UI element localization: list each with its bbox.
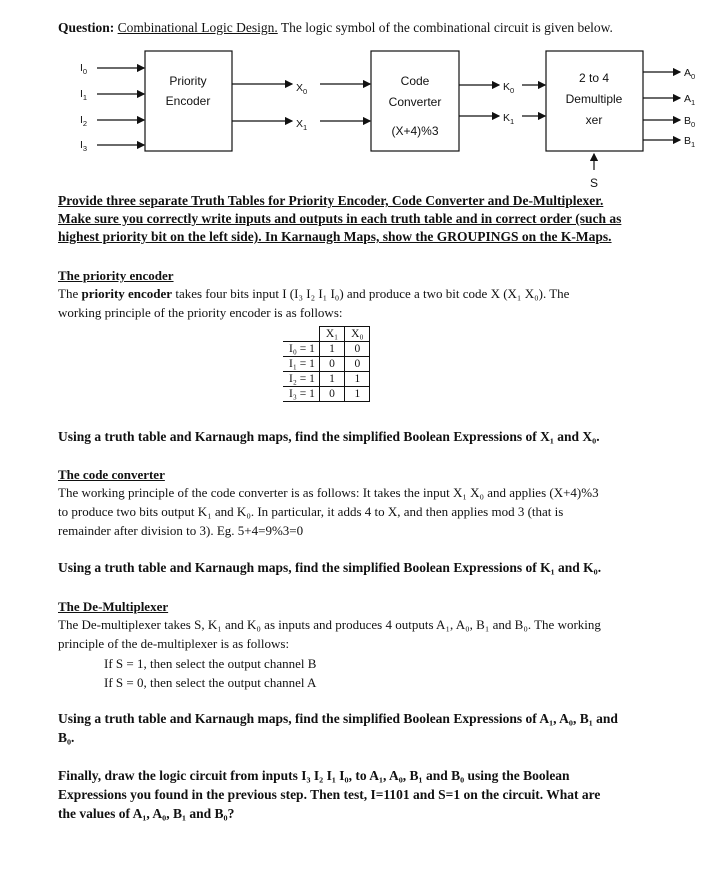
priority-table: [283, 326, 370, 402]
priority-task: Using a truth table and Karnaugh maps, find the simplified Boolean Expressions of X₁ and X₀.: [58, 429, 600, 444]
input-label-i1: $I_1$: [80, 88, 88, 102]
code-block-line2: Converter: [388, 95, 442, 109]
instruction-line-1: Provide three separate Truth Tables for Priority Encoder, Code Converter and De-Multiplexer.: [58, 193, 604, 208]
cell-x1: 0: [319, 357, 344, 372]
priority-line1-bold: priority encoder: [81, 286, 173, 301]
table-row: [283, 387, 370, 402]
cell-x0: 1: [345, 372, 370, 387]
demux-heading: The De-Multiplexer: [58, 599, 169, 614]
demux-block-line1: 2 to 4: [578, 71, 610, 85]
priority-block-line2: Encoder: [165, 94, 211, 108]
table-row: [283, 342, 370, 357]
question-text: The logic symbol of the combinational circuit is given below.: [277, 20, 613, 35]
demux-line-1: The De-multiplexer takes S, K₁ and K₀ as inputs and produces 4 outputs A₁, A₀, B₁ and B₀. The working: [58, 617, 601, 632]
demux-rule-1: If S = 1, then select the output channel B: [104, 656, 317, 671]
cell-x0: 1: [345, 387, 370, 402]
output-label-a0: $A_0$: [684, 67, 696, 81]
table-row: [283, 372, 370, 387]
input-label-i2: $I_2$: [80, 114, 88, 128]
final-line-2: Expressions you found in the previous step. Then test, I=1101 and S=1 on the circuit. What are: [58, 787, 601, 802]
row-label: I₃ = 1: [283, 387, 319, 402]
demux-task-line-2: B₀.: [58, 730, 75, 745]
priority-line-2: working principle of the priority encoder is as follows:: [58, 305, 343, 320]
question-topic: Combinational Logic Design.: [117, 20, 278, 35]
demux-rule-2: If S = 0, then select the output channel A: [104, 675, 317, 690]
code-block-line3: (X+4)%3: [391, 124, 439, 138]
priority-heading: The priority encoder: [58, 268, 174, 283]
cell-x1: 1: [319, 372, 344, 387]
priority-header-x0: X₀: [345, 327, 370, 342]
converter-heading: The code converter: [58, 467, 165, 482]
final-line-3: the values of A₁, A₀, B₁ and B₀?: [58, 806, 235, 821]
code-block-line1: Code: [400, 74, 430, 88]
row-label: I₂ = 1: [283, 372, 319, 387]
converter-line-3: remainder after division to 3). Eg. 5+4=9%3=0: [58, 523, 304, 538]
question-label: Question:: [58, 20, 115, 35]
signal-label-k1: $K_1$: [503, 112, 515, 126]
output-label-a1: $A_1$: [684, 93, 696, 107]
priority-header-x1: X₁: [319, 327, 344, 342]
priority-line1-post: takes four bits input I (I₃ I₂ I₁ I₀) and produce a two bit code X (X₁ X₀). The: [172, 286, 570, 301]
converter-line-1: The working principle of the code converter is as follows: It takes the input X₁ X₀ and applies (X+4)%3: [58, 485, 599, 500]
output-label-b0: $B_0$: [684, 115, 696, 129]
row-label: I₀ = 1: [283, 342, 319, 357]
demux-task-line-1: Using a truth table and Karnaugh maps, find the simplified Boolean Expressions of A₁, A₀, B₁ and: [58, 711, 618, 726]
demux-block-line2: Demultiple: [565, 92, 623, 106]
input-label-i3: $I_3$: [80, 139, 88, 153]
priority-line1-pre: The: [58, 286, 82, 301]
logic-symbol-diagram: [0, 0, 710, 200]
instruction-line-3: highest priority bit on the left side). In Karnaugh Maps, show the GROUPINGS on the K-Maps.: [58, 229, 612, 244]
cell-x1: 1: [319, 342, 344, 357]
instruction-line-2: Make sure you correctly write inputs and outputs in each truth table and in correct order (such as: [58, 211, 622, 226]
output-label-b1: $B_1$: [684, 135, 696, 149]
cell-x0: 0: [345, 342, 370, 357]
priority-block-line1: Priority: [169, 74, 207, 88]
table-row: [283, 357, 370, 372]
signal-label-x0: $X_0$: [296, 82, 308, 96]
signal-label-k0: $K_0$: [503, 81, 515, 95]
priority-line-1: [58, 284, 569, 304]
input-label-i0: $I_0$: [80, 62, 88, 76]
cell-x0: 0: [345, 357, 370, 372]
signal-label-x1: $X_1$: [296, 118, 308, 132]
row-label: I₁ = 1: [283, 357, 319, 372]
converter-task: Using a truth table and Karnaugh maps, find the simplified Boolean Expressions of K₁ and K₀.: [58, 560, 602, 575]
converter-line-2: to produce two bits output K₁ and K₀. In particular, it adds 4 to X, and then applies mod 3 (that is: [58, 504, 564, 519]
cell-x1: 0: [319, 387, 344, 402]
select-label: S: [590, 176, 599, 190]
priority-table-wrap: [283, 326, 370, 402]
demux-block-line3: xer: [585, 113, 603, 127]
final-line-1: Finally, draw the logic circuit from inputs I₃ I₂ I₁ I₀, to A₁, A₀, B₁ and B₀ using the Boolean: [58, 768, 570, 783]
demux-line-2: principle of the de-multiplexer is as follows:: [58, 636, 290, 651]
